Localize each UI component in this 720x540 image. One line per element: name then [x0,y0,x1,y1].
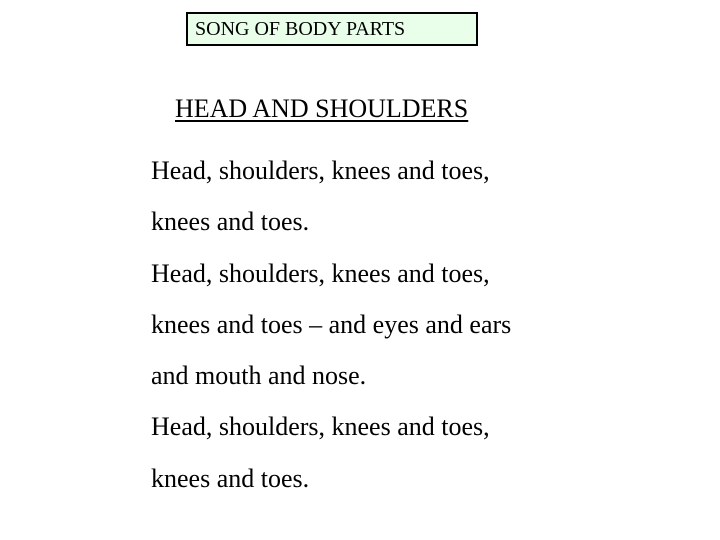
lyrics-list [151,153,511,512]
lyric-line: knees and toes – and eyes and ears [151,309,512,339]
lyric-line: Head, shoulders, knees and toes, [151,156,490,185]
lyric-line: knees and toes. [151,463,310,493]
lyric-line: and mouth and nose. [151,361,367,391]
title-box: SONG OF BODY PARTS [186,12,478,46]
lyric-line: Head, shoulders, knees and toes, [151,412,490,442]
song-heading: HEAD AND SHOULDERS [175,94,469,123]
lyric-line: knees and toes. [151,207,310,237]
lyric-line: Head, shoulders, knees and toes, [151,258,490,288]
